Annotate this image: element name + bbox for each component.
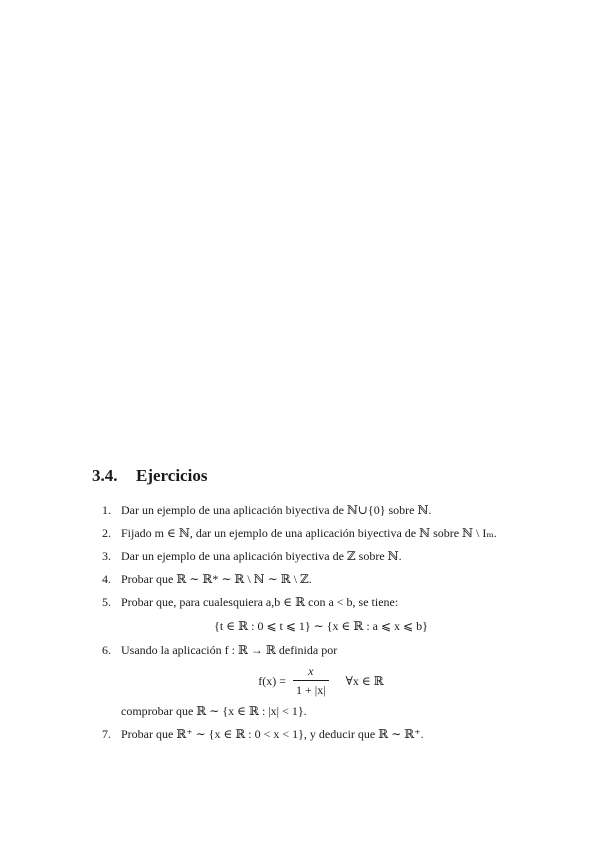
section-number: 3.4. — [92, 466, 118, 485]
exercise-number: 6. — [102, 643, 111, 657]
fraction — [293, 664, 329, 698]
exercise-text: Fijado m ∈ ℕ, dar un ejemplo de una aplicación biyectiva de ℕ sobre ℕ \ Iₘ. — [121, 526, 497, 540]
display-equation: {t ∈ ℝ : 0 ⩽ t ⩽ 1} ∼ {x ∈ ℝ : a ⩽ x ⩽ b} — [214, 619, 428, 633]
exercise-item — [92, 643, 522, 658]
exercise-text: Probar que, para cualesquiera a,b ∈ ℝ con a < b, se tiene: — [121, 595, 399, 609]
exercise-item — [92, 595, 522, 610]
exercise-text: Dar un ejemplo de una aplicación biyectiva de ℤ sobre ℕ. — [121, 549, 402, 563]
function-quantifier: ∀x ∈ ℝ — [345, 673, 384, 688]
exercise-text: Dar un ejemplo de una aplicación biyectiva de ℕ∪{0} sobre ℕ. — [121, 503, 432, 517]
exercise-number: 7. — [102, 727, 111, 741]
exercise-item — [92, 727, 522, 742]
exercise-number: 4. — [102, 572, 111, 586]
exercise-text: Probar que ℝ⁺ ∼ {x ∈ ℝ : 0 < x < 1}, y deducir que ℝ ∼ ℝ⁺. — [121, 727, 424, 741]
fraction-denominator: 1 + |x| — [296, 683, 326, 697]
exercise-item — [92, 503, 522, 518]
section-heading — [92, 466, 522, 486]
function-definition — [121, 664, 521, 698]
exercise-continuation: comprobar que ℝ ∼ {x ∈ ℝ : |x| < 1}. — [121, 704, 307, 718]
exercise-number: 5. — [102, 595, 111, 609]
exercise-text: Probar que ℝ ∼ ℝ* ∼ ℝ \ ℕ ∼ ℝ \ ℤ. — [121, 572, 312, 586]
function-lhs: f(x) = — [258, 673, 287, 688]
exercise-text: Usando la aplicación f : ℝ → ℝ definida por — [121, 643, 338, 657]
exercise-number: 3. — [102, 549, 111, 563]
fraction-numerator: x — [293, 664, 329, 681]
exercise-item — [92, 549, 522, 564]
exercise-item — [92, 572, 522, 587]
exercise-item — [92, 526, 522, 541]
exercises-section — [92, 466, 522, 750]
section-title: Ejercicios — [136, 466, 208, 485]
exercise-number: 2. — [102, 526, 111, 540]
exercise-number: 1. — [102, 503, 111, 517]
